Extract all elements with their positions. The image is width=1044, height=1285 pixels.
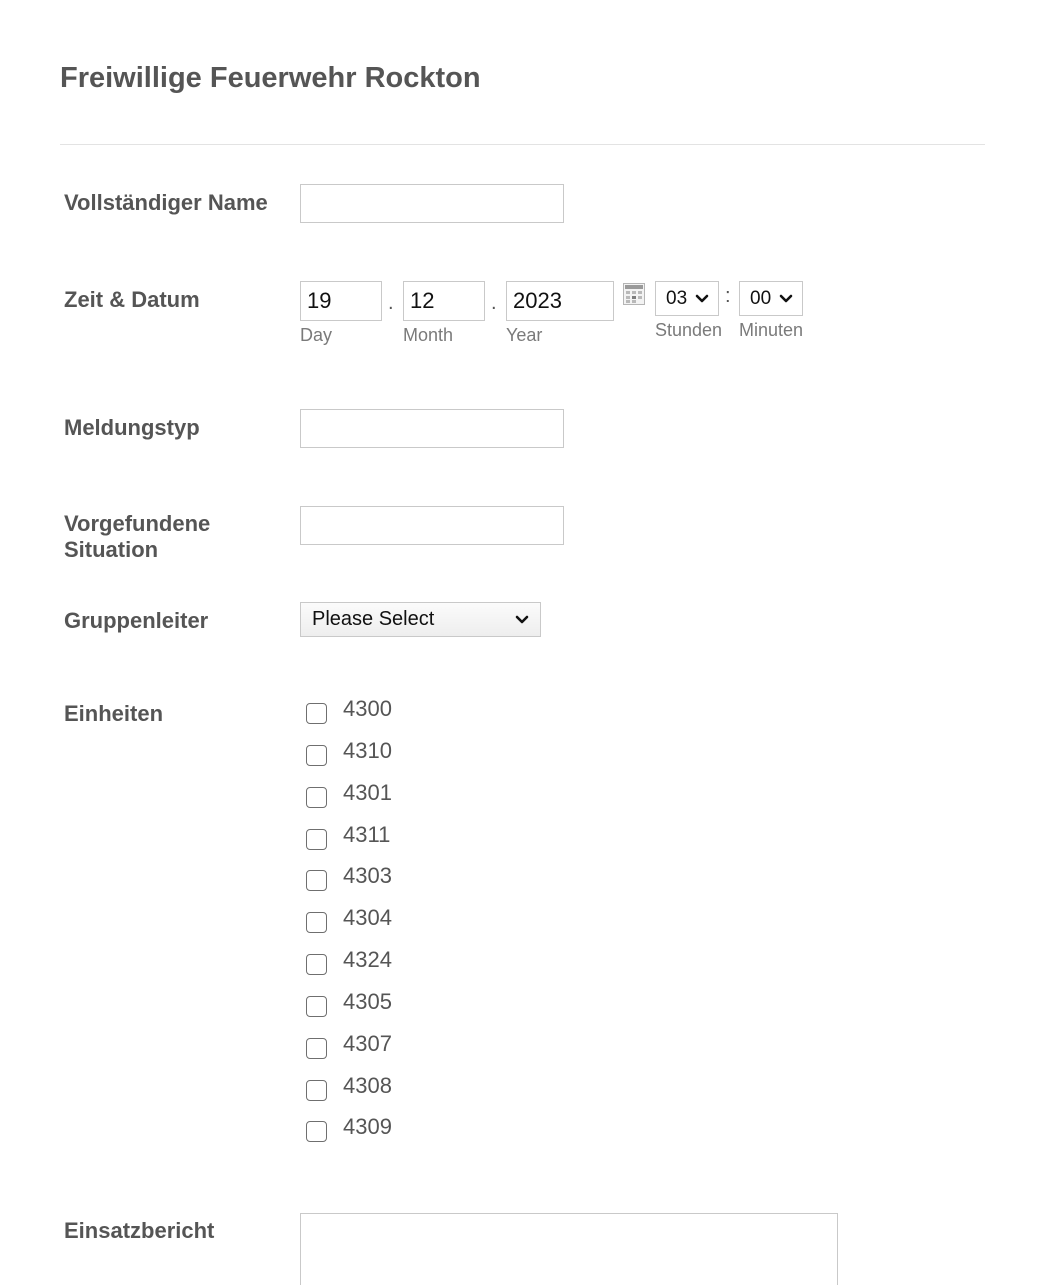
unit-label: 4308 [343,1072,392,1098]
report-label: Einsatzbericht [64,1218,215,1243]
situation-input[interactable] [300,506,564,545]
unit-label: 4304 [343,904,392,930]
unit-option[interactable] [306,905,392,933]
unit-checkbox[interactable] [306,870,327,891]
unit-option[interactable] [306,1114,392,1142]
date-separator: . [491,292,497,314]
unit-option[interactable] [306,738,392,766]
unit-checkbox[interactable] [306,787,327,808]
report-textarea[interactable] [300,1213,838,1285]
unit-label: 4310 [343,737,392,763]
year-input[interactable] [506,281,614,321]
month-input[interactable] [403,281,485,321]
unit-option[interactable] [306,780,392,808]
unit-label: 4300 [343,695,392,721]
unit-option[interactable] [306,947,392,975]
situation-label-line2: Situation [64,537,159,562]
units-label: Einheiten [64,701,164,726]
unit-label: 4305 [343,988,392,1014]
unit-checkbox[interactable] [306,745,327,766]
situation-label-line1: Vorgefundene [64,511,211,536]
unit-label: 4303 [343,862,392,888]
group-leader-select[interactable] [300,602,541,637]
hour-select[interactable] [655,281,719,316]
chevron-down-icon [514,612,530,628]
time-separator: : [725,285,731,307]
unit-checkbox[interactable] [306,1038,327,1059]
unit-option[interactable] [306,863,392,891]
unit-checkbox[interactable] [306,703,327,724]
unit-label: 4311 [343,821,391,847]
hour-value: 03 [666,287,688,309]
chevron-down-icon [694,291,710,307]
group-leader-selected: Please Select [312,608,435,630]
minute-select[interactable] [739,281,803,316]
report-type-input[interactable] [300,409,564,448]
minute-sublabel: Minuten [739,320,804,340]
full-name-label: Vollständiger Name [64,190,268,215]
day-input[interactable] [300,281,382,321]
unit-option[interactable] [306,989,392,1017]
unit-checkbox[interactable] [306,996,327,1017]
title-divider [60,144,985,145]
unit-checkbox[interactable] [306,1121,327,1142]
date-separator: . [388,292,394,314]
unit-checkbox[interactable] [306,829,327,850]
year-sublabel: Year [506,325,543,345]
minute-value: 00 [750,287,772,309]
unit-option[interactable] [306,1073,392,1101]
form-title: Freiwillige Feuerwehr Rockton [60,62,481,94]
day-sublabel: Day [300,325,333,345]
unit-checkbox[interactable] [306,912,327,933]
unit-option[interactable] [306,696,392,724]
month-sublabel: Month [403,325,454,345]
group-leader-label: Gruppenleiter [64,608,209,633]
datetime-label: Zeit & Datum [64,287,200,312]
unit-label: 4301 [343,779,392,805]
hour-sublabel: Stunden [655,320,723,340]
full-name-input[interactable] [300,184,564,223]
unit-option[interactable] [306,822,390,850]
situation-label [64,511,210,563]
chevron-down-icon [778,291,794,307]
calendar-icon[interactable] [623,283,645,305]
unit-label: 4309 [343,1113,392,1139]
unit-checkbox[interactable] [306,954,327,975]
unit-label: 4324 [343,946,392,972]
unit-label: 4307 [343,1030,392,1056]
unit-option[interactable] [306,1031,392,1059]
unit-checkbox[interactable] [306,1080,327,1101]
report-type-label: Meldungstyp [64,415,200,440]
